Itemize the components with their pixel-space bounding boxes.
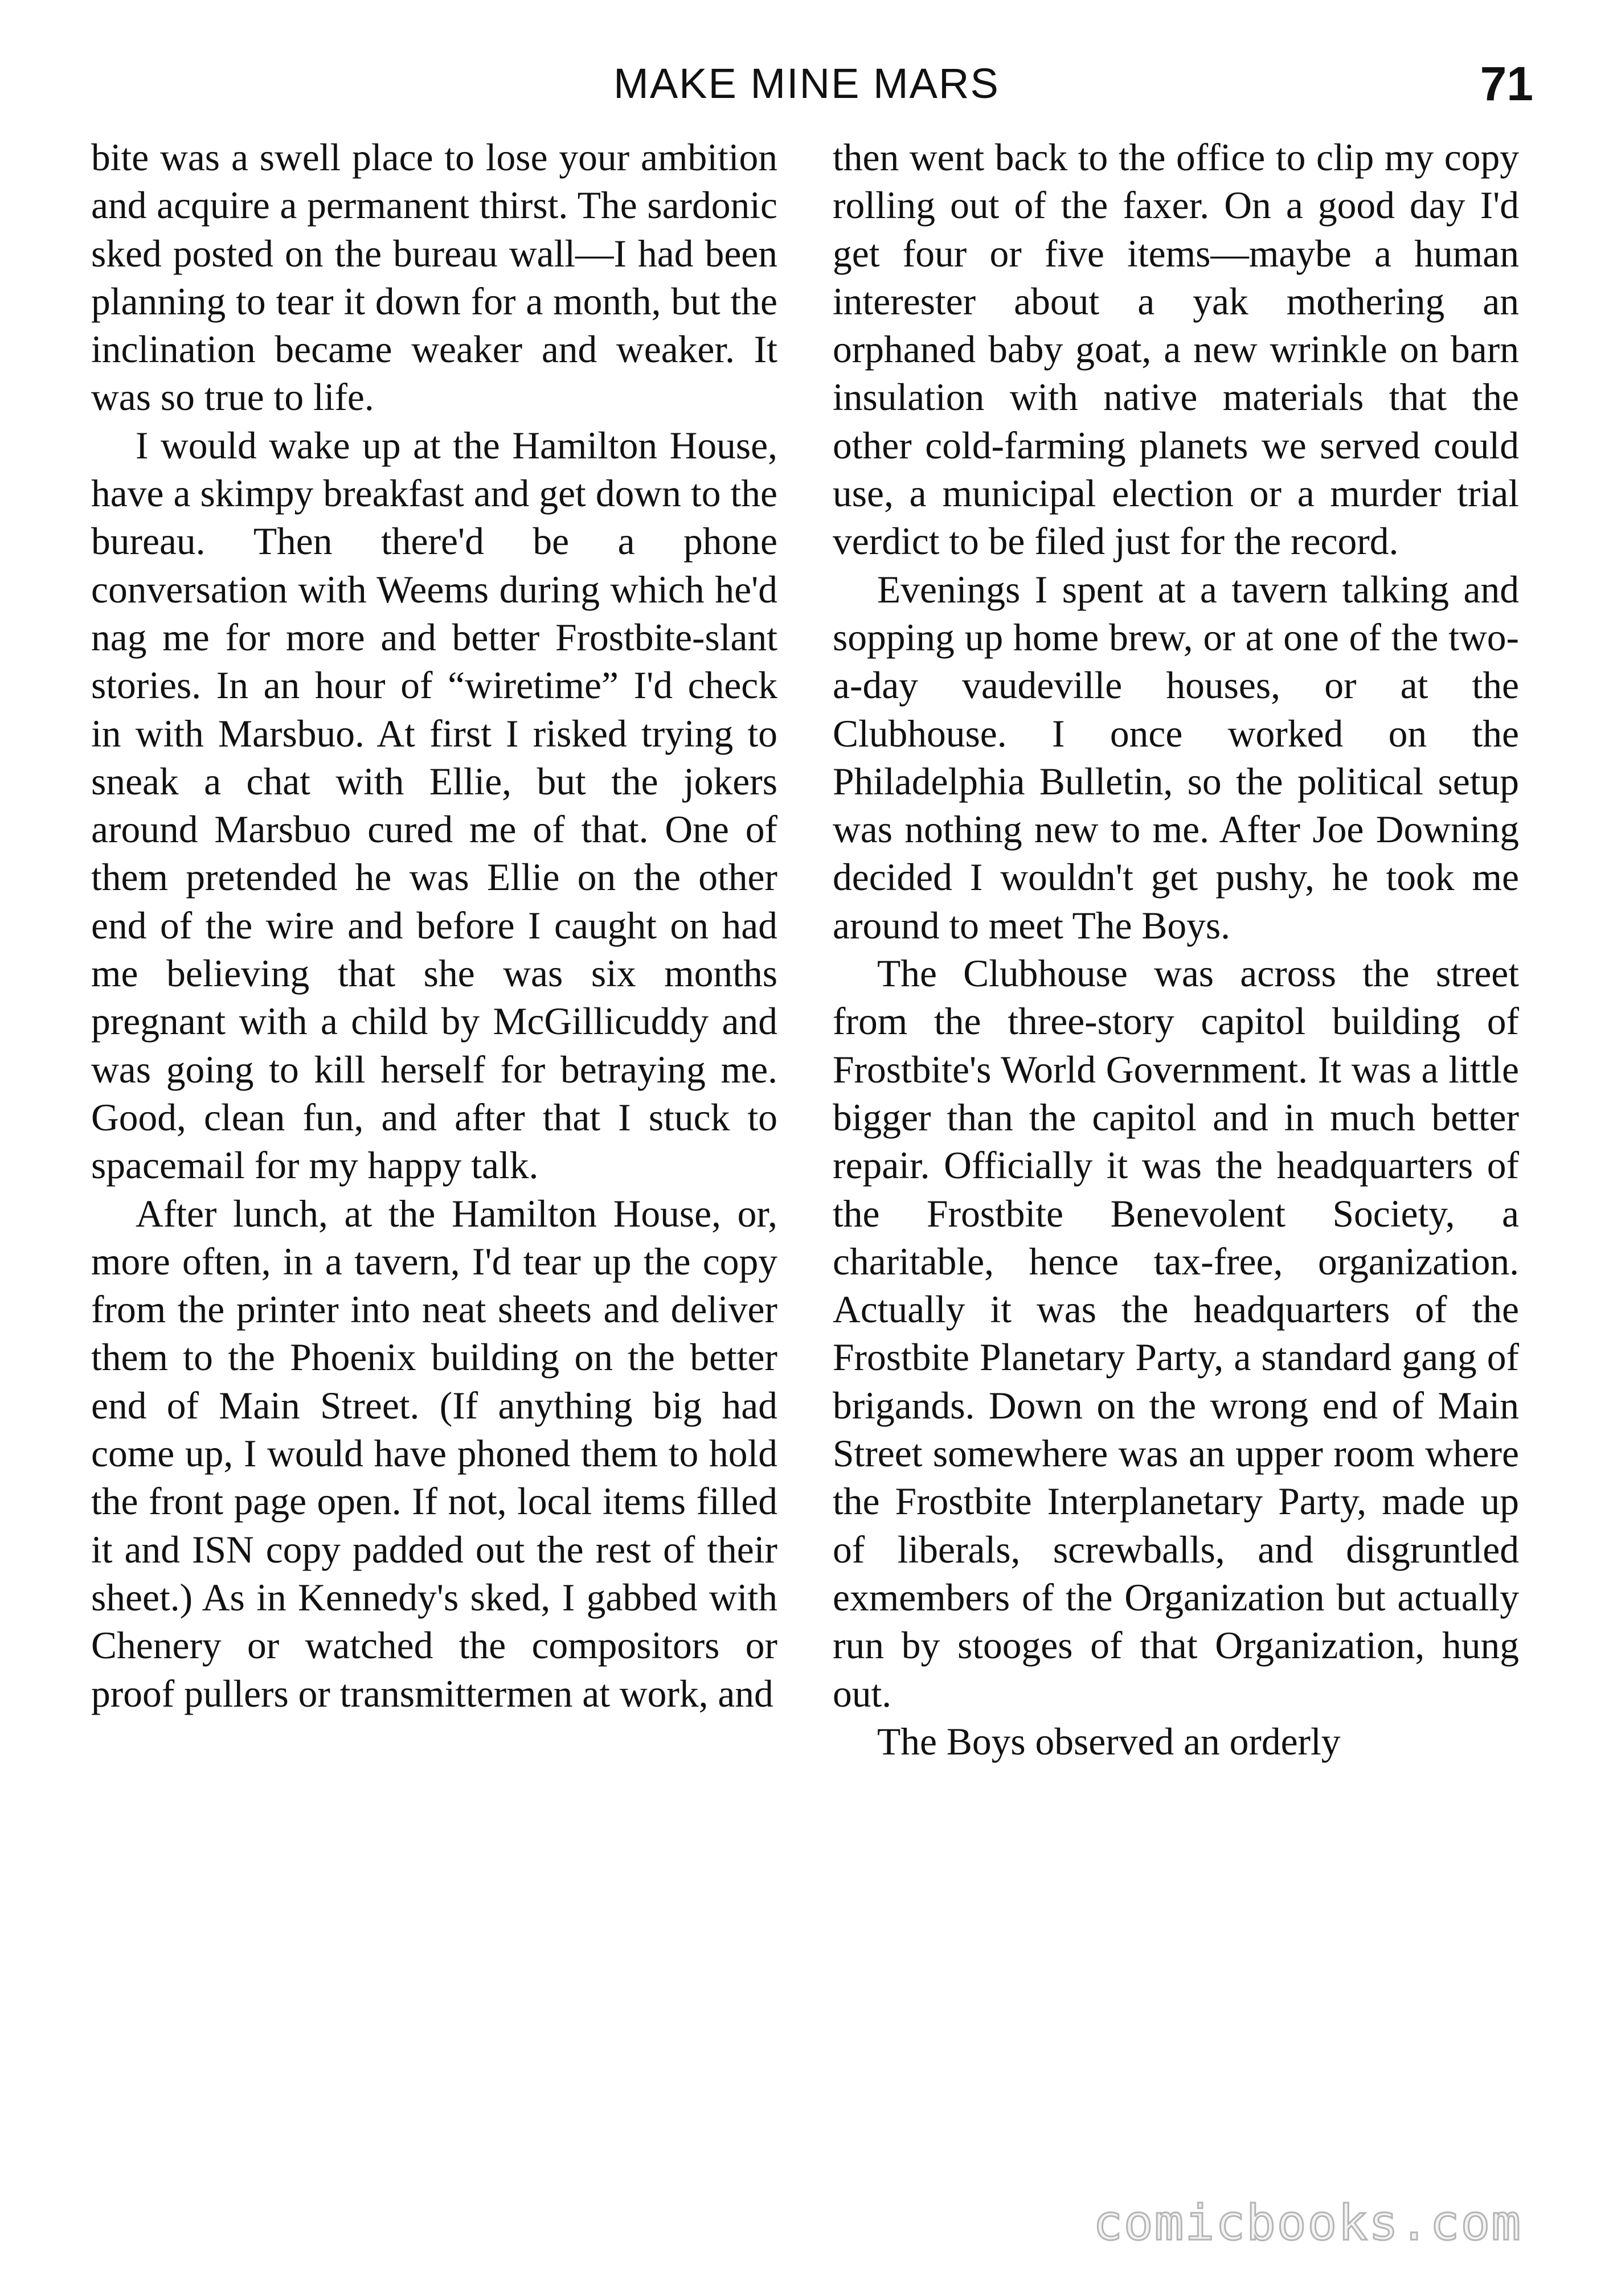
paragraph: The Boys observed an orderly bbox=[877, 1720, 1341, 1763]
paragraph: After lunch, at the Hamilton House, or, more often, in a tavern, I'd tear up the copy from the printer into neat sheets and deliver them to the Phoenix building on the better end of Main Street. (If anything big had come up, I would have phoned them to hold the front page open. If not, local items filled it and ISN copy padded out the rest of their sheet.) As in Kennedy's sked, I gabbed with Chenery or watched the compositors or proof pullers or transmittermen at work, and bbox=[91, 1192, 777, 1715]
paragraph: I would wake up at the Hamilton House, have a skimpy breakfast and get down to the bureau. Then there'd be a phone conversation with Weems during which he'd nag me for more and better Frostbite-slant stories. In an hour of “wiretime” I'd check in with Marsbuo. At first I risked trying to sneak a chat with Ellie, but the jokers around Marsbuo cured me of that. One of them pretended he was Ellie on the other end of the wire and before I caught on had me believing that she was six months pregnant with a child by McGillicuddy and was going to kill herself for betraying me. Good, clean fun, and after that I stuck to spacemail for my happy talk. bbox=[91, 424, 777, 1187]
running-header bbox=[0, 52, 1613, 115]
paragraph: The Clubhouse was across the street from the three-story capitol building of Frostbite's World Government. It was a little bigger than the capitol and in much better repair. Officially it was the headquarters of the Frostbite Benevolent Society, a charitable, hence tax-free, organization. Actually it was the headquarters of the Frostbite Planetary Party, a standard gang of brigands. Down on the wrong end of Main Street somewhere was an upper room where the Frostbite Interplanetary Party, made up of liberals, screwballs, and disgruntled exmembers of the Organization but actually run by stooges of that Organization, hung out. bbox=[833, 952, 1519, 1715]
page-number: 71 bbox=[1480, 57, 1533, 110]
paragraph: bite was a swell place to lose your ambition and acquire a permanent thirst. The sardonic sked posted on the bureau wall—I had been planning to tear it down for a month, but the inclination became weaker and weaker. It was so true to life. bbox=[91, 136, 777, 419]
watermark: comicbooks.com bbox=[1093, 2195, 1522, 2252]
left-text-column bbox=[91, 134, 777, 1718]
paragraph: Evenings I spent at a tavern talking and sopping up home brew, or at one of the two-a-day vaudeville houses, or at the Clubhouse. I once worked on the Philadelphia Bulletin, so the political setup was nothing new to me. After Joe Downing decided I wouldn't get pushy, he took me around to meet The Boys. bbox=[833, 568, 1519, 947]
paragraph: then went back to the office to clip my copy rolling out of the faxer. On a good day I'd get four or five items—maybe a human interester about a yak mothering an orphaned baby goat, a new wrinkle on barn insulation with native materials that the other cold-farming planets we served could use, a municipal election or a murder trial verdict to be filed just for the record. bbox=[833, 136, 1519, 563]
running-title: MAKE MINE MARS bbox=[613, 60, 1000, 107]
right-text-column bbox=[833, 134, 1519, 1766]
